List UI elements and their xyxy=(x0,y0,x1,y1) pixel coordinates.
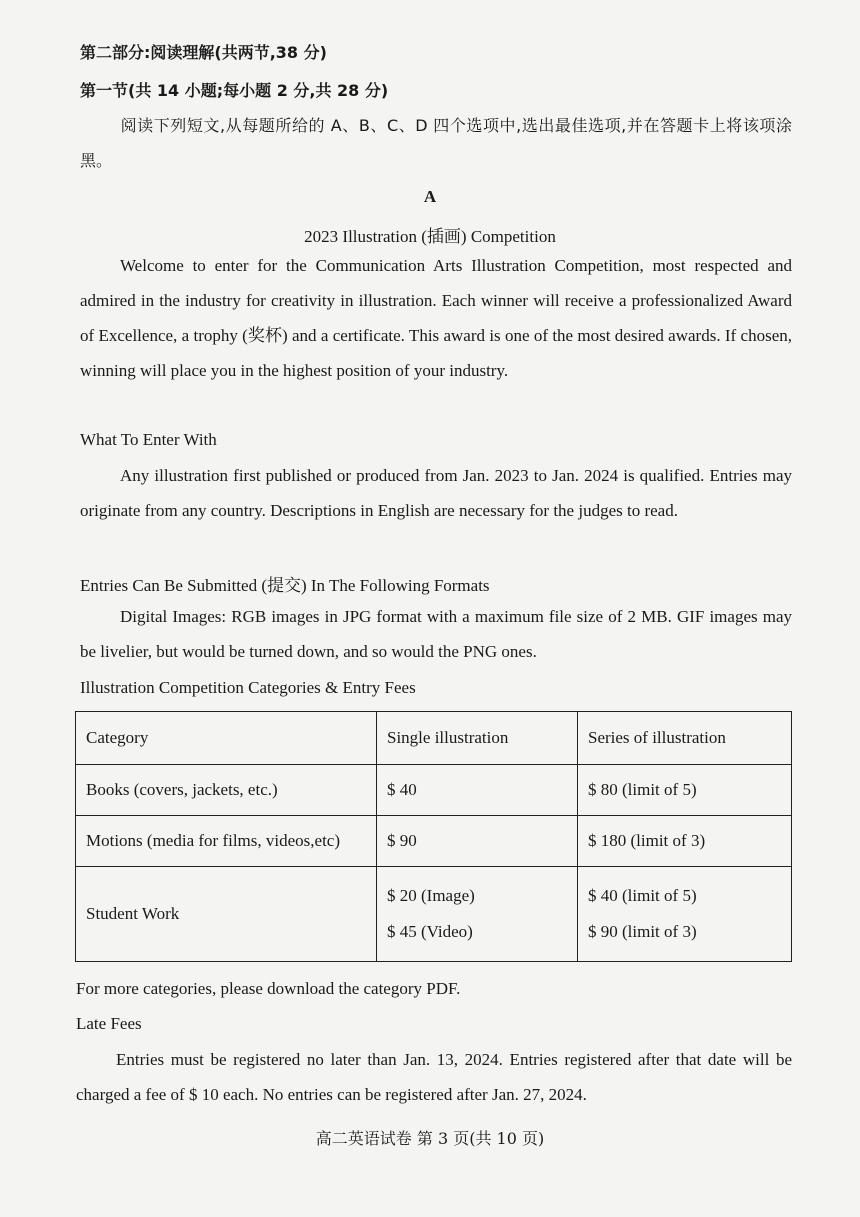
table-row xyxy=(76,816,792,867)
page-footer: 高二英语试卷 第 3 页(共 10 页) xyxy=(315,1129,545,1148)
instruction-text: 阅读下列短文,从每题所给的 A、B、C、D 四个选项中,选出最佳选项,并在答题卡上将该项涂黑。 xyxy=(80,116,792,170)
instruction-paragraph xyxy=(80,108,792,178)
single-image-fee: $ 20 (Image) xyxy=(387,886,475,905)
late-fees-heading: Late Fees xyxy=(76,1014,142,1033)
table-row xyxy=(76,765,792,816)
formats-text: Digital Images: RGB images in JPG format with a maximum file size of 2 MB. GIF images may be livelier, but would be turned down, and so would the PNG ones. xyxy=(80,607,792,661)
row-series xyxy=(578,867,792,962)
table-row xyxy=(76,867,792,962)
intro-paragraph xyxy=(80,248,792,388)
what-heading: What To Enter With xyxy=(80,430,217,449)
header-category: Category xyxy=(76,712,377,765)
header-single: Single illustration xyxy=(377,712,578,765)
more-categories-note: For more categories, please download the category PDF. xyxy=(76,979,461,998)
row-single: $ 90 xyxy=(377,816,578,867)
table-heading: Illustration Competition Categories & Entry Fees xyxy=(80,678,416,697)
row-category: Books (covers, jackets, etc.) xyxy=(76,765,377,816)
series-video-fee: $ 90 (limit of 3) xyxy=(588,922,697,941)
header-series: Series of illustration xyxy=(578,712,792,765)
row-category: Student Work xyxy=(76,867,377,962)
row-category: Motions (media for films, videos,etc) xyxy=(76,816,377,867)
formats-heading: Entries Can Be Submitted (提交) In The Following Formats xyxy=(80,576,490,595)
what-text: Any illustration first published or produced from Jan. 2023 to Jan. 2024 is qualified. Entries may originate from any country. Descriptions in English are necessary for the judges to read. xyxy=(80,466,792,520)
row-series: $ 80 (limit of 5) xyxy=(578,765,792,816)
part-heading: 第二部分:阅读理解(共两节,38 分) xyxy=(80,43,327,62)
row-single xyxy=(377,867,578,962)
section-heading: 第一节(共 14 小题;每小题 2 分,共 28 分) xyxy=(80,81,389,100)
passage-title: 2023 Illustration (插画) Competition xyxy=(304,227,556,246)
intro-text: Welcome to enter for the Communication Arts Illustration Competition, most respected and admired in the industry for creativity in illustration. Each winner will receive a professionalized Award of Excellence, a trophy (奖杯) and a certificate. This award is one of the most desired awards. If chosen, winning will place you in the highest position of your industry. xyxy=(80,256,792,380)
row-single: $ 40 xyxy=(377,765,578,816)
what-paragraph xyxy=(80,458,792,528)
fees-table xyxy=(75,711,792,962)
series-image-fee: $ 40 (limit of 5) xyxy=(588,886,697,905)
late-fees-text: Entries must be registered no later than Jan. 13, 2024. Entries registered after that date will be charged a fee of $ 10 each. No entries can be registered after Jan. 27, 2024. xyxy=(76,1050,792,1104)
passage-letter: A xyxy=(423,187,437,206)
row-series: $ 180 (limit of 3) xyxy=(578,816,792,867)
late-fees-paragraph xyxy=(76,1042,792,1112)
formats-paragraph xyxy=(80,599,792,669)
single-video-fee: $ 45 (Video) xyxy=(387,922,473,941)
table-header-row xyxy=(76,712,792,765)
